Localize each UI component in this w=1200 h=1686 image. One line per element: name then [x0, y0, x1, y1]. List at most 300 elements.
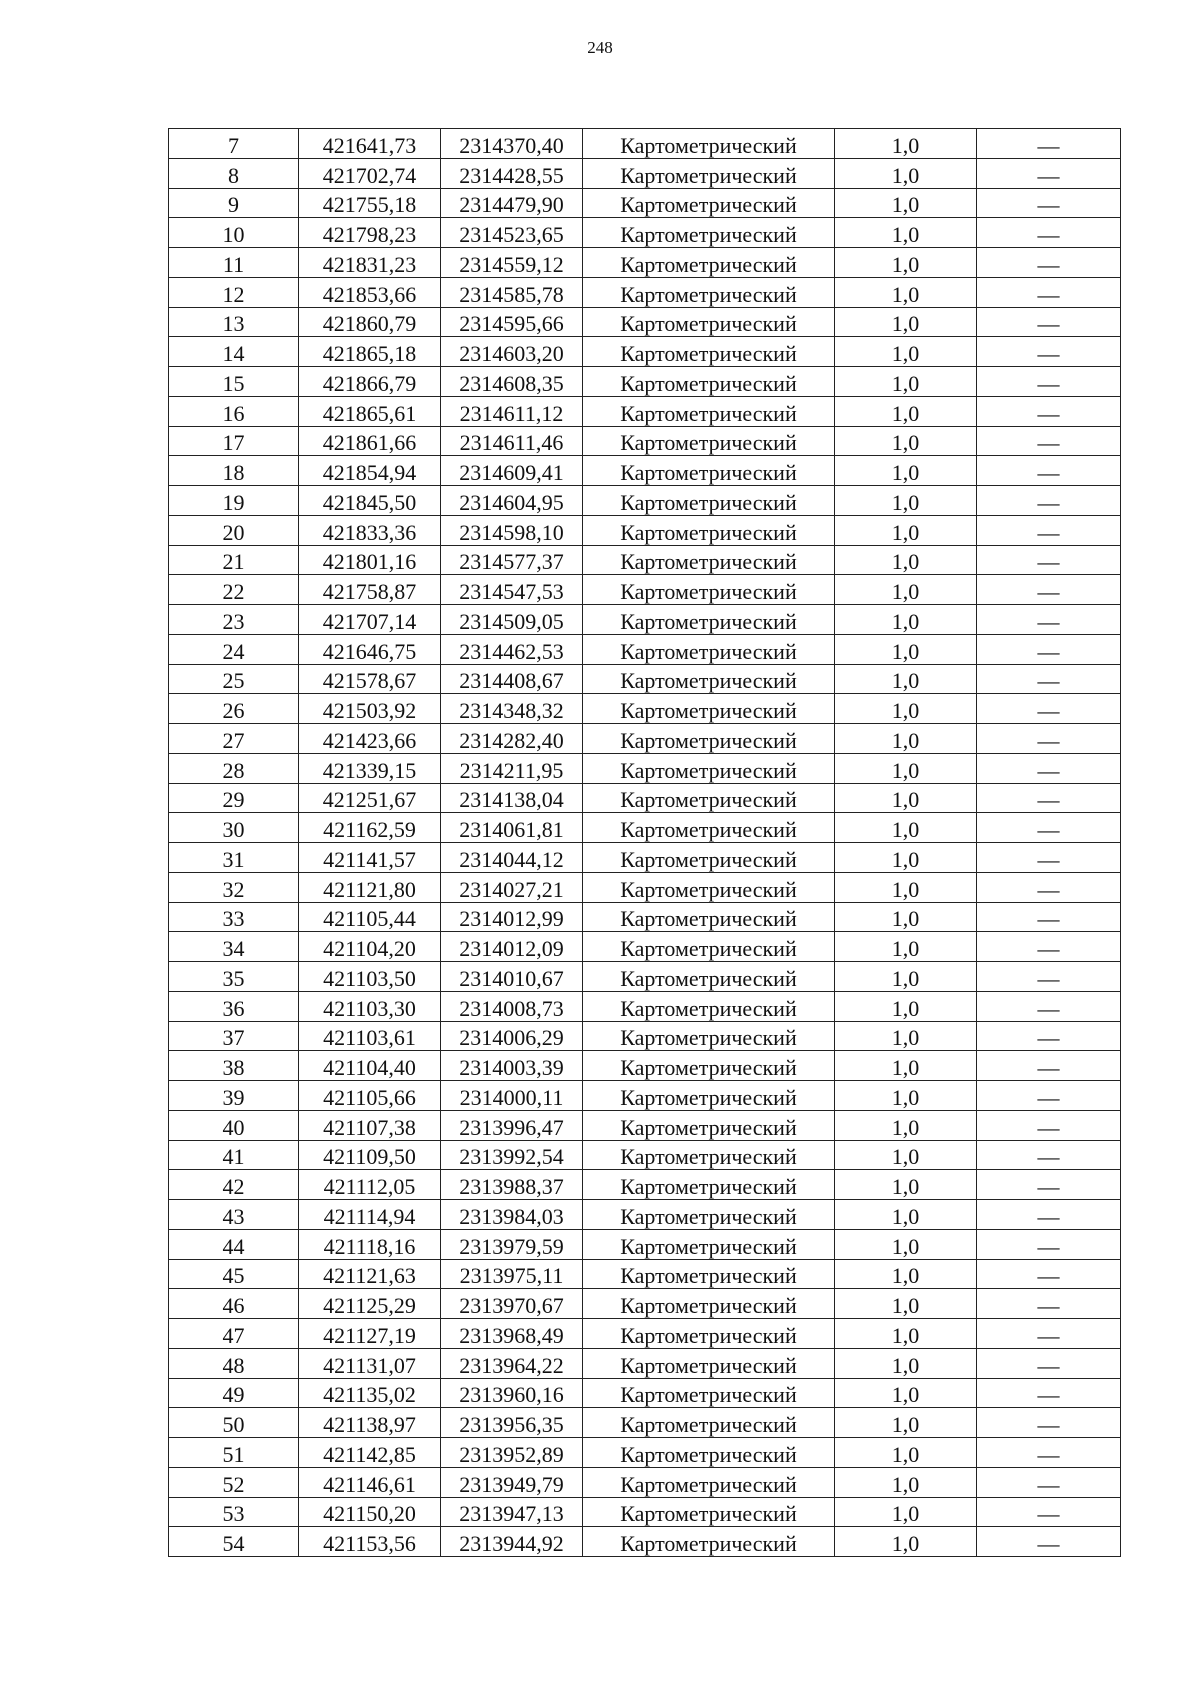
cell-text: Картометрический — [620, 192, 797, 218]
y-coordinate-cell — [441, 426, 583, 456]
cell-text: 2313949,79 — [459, 1471, 564, 1497]
cell-text: 28 — [222, 757, 245, 783]
point-number-cell — [169, 575, 299, 605]
y-coordinate-cell — [441, 337, 583, 367]
accuracy-cell — [835, 1467, 977, 1497]
point-number-cell — [169, 129, 299, 159]
cell-text: 1,0 — [891, 1382, 920, 1408]
y-coordinate-cell — [441, 991, 583, 1021]
y-coordinate-cell — [441, 783, 583, 813]
x-coordinate-cell — [299, 367, 441, 397]
method-cell — [583, 694, 835, 724]
cell-text: 47 — [222, 1322, 245, 1348]
cell-text: Картометрический — [620, 787, 797, 813]
cell-text: 421109,50 — [323, 1144, 416, 1170]
method-cell — [583, 902, 835, 932]
y-coordinate-cell — [441, 307, 583, 337]
x-coordinate-cell — [299, 634, 441, 664]
accuracy-cell — [835, 664, 977, 694]
table-row — [169, 1051, 1121, 1081]
cell-text: 2314044,12 — [459, 846, 564, 872]
x-coordinate-cell — [299, 515, 441, 545]
cell-text: 37 — [222, 1025, 245, 1051]
description-cell — [977, 426, 1121, 456]
cell-text: 2314611,12 — [459, 400, 564, 426]
accuracy-cell — [835, 1170, 977, 1200]
x-coordinate-cell — [299, 1527, 441, 1557]
x-coordinate-cell — [299, 277, 441, 307]
accuracy-cell — [835, 1140, 977, 1170]
x-coordinate-cell — [299, 753, 441, 783]
cell-text: — — [1037, 1501, 1060, 1527]
cell-text: 1,0 — [891, 132, 920, 158]
point-number-cell — [169, 1229, 299, 1259]
cell-text: — — [1037, 400, 1060, 426]
cell-text: 22 — [222, 579, 245, 604]
x-coordinate-cell — [299, 1229, 441, 1259]
cell-text: 2313956,35 — [459, 1412, 564, 1437]
cell-text: 1,0 — [891, 549, 920, 575]
cell-text: 1,0 — [891, 430, 920, 456]
cell-text: 2314348,32 — [459, 698, 564, 723]
y-coordinate-cell — [441, 1229, 583, 1259]
description-cell — [977, 337, 1121, 367]
y-coordinate-cell — [441, 1378, 583, 1408]
cell-text: 2314547,53 — [459, 579, 564, 604]
y-coordinate-cell — [441, 1348, 583, 1378]
x-coordinate-cell — [299, 218, 441, 248]
cell-text: 421142,85 — [323, 1441, 416, 1467]
description-cell — [977, 1170, 1121, 1200]
table-row — [169, 1229, 1121, 1259]
accuracy-cell — [835, 1527, 977, 1557]
cell-text: 2314138,04 — [459, 787, 564, 813]
cell-text: 1,0 — [891, 1531, 920, 1556]
description-cell — [977, 1110, 1121, 1140]
y-coordinate-cell — [441, 1140, 583, 1170]
cell-text: 421861,66 — [322, 430, 417, 456]
x-coordinate-cell — [299, 962, 441, 992]
coordinates-table — [168, 128, 1121, 1557]
cell-text: — — [1037, 1144, 1060, 1170]
y-coordinate-cell — [441, 843, 583, 873]
accuracy-cell — [835, 1051, 977, 1081]
point-number-cell — [169, 277, 299, 307]
table-row — [169, 843, 1121, 873]
point-number-cell — [169, 991, 299, 1021]
x-coordinate-cell — [299, 1140, 441, 1170]
cell-text: 1,0 — [891, 489, 920, 515]
cell-text: — — [1037, 1233, 1060, 1259]
cell-text: — — [1037, 489, 1060, 515]
point-number-cell — [169, 426, 299, 456]
cell-text: 49 — [222, 1382, 245, 1408]
cell-text: 421114,94 — [323, 1203, 416, 1229]
table-row — [169, 694, 1121, 724]
cell-text: 1,0 — [891, 1233, 920, 1259]
cell-text: 421105,66 — [323, 1084, 416, 1110]
cell-text: — — [1037, 608, 1060, 634]
cell-text: 421251,67 — [322, 787, 417, 813]
cell-text: 1,0 — [891, 579, 920, 604]
method-cell — [583, 337, 835, 367]
description-cell — [977, 813, 1121, 843]
method-cell — [583, 962, 835, 992]
accuracy-cell — [835, 962, 977, 992]
table-row — [169, 367, 1121, 397]
cell-text: 2314006,29 — [459, 1025, 564, 1051]
cell-text: 2314559,12 — [459, 251, 564, 277]
cell-text: 2313992,54 — [459, 1144, 564, 1170]
y-coordinate-cell — [441, 158, 583, 188]
cell-text: 18 — [222, 460, 245, 485]
description-cell — [977, 515, 1121, 545]
x-coordinate-cell — [299, 902, 441, 932]
y-coordinate-cell — [441, 634, 583, 664]
description-cell — [977, 1051, 1121, 1081]
cell-text: Картометрический — [620, 341, 797, 366]
point-number-cell — [169, 605, 299, 635]
table-body — [169, 129, 1121, 1557]
table-row — [169, 932, 1121, 962]
accuracy-cell — [835, 337, 977, 367]
point-number-cell — [169, 1319, 299, 1349]
x-coordinate-cell — [299, 337, 441, 367]
accuracy-cell — [835, 1229, 977, 1259]
point-number-cell — [169, 248, 299, 278]
cell-text: — — [1037, 1203, 1060, 1229]
cell-text: 2314577,37 — [459, 549, 564, 575]
y-coordinate-cell — [441, 813, 583, 843]
method-cell — [583, 1319, 835, 1349]
cell-text: Картометрический — [620, 906, 797, 932]
cell-text: — — [1037, 1382, 1060, 1408]
cell-text: 7 — [228, 132, 239, 158]
cell-text: 1,0 — [891, 727, 920, 753]
cell-text: Картометрический — [620, 579, 797, 604]
table-row — [169, 872, 1121, 902]
accuracy-cell — [835, 396, 977, 426]
description-cell — [977, 277, 1121, 307]
cell-text: Картометрический — [620, 519, 797, 545]
x-coordinate-cell — [299, 575, 441, 605]
cell-text: Картометрический — [620, 400, 797, 426]
table-row — [169, 248, 1121, 278]
cell-text: 421104,40 — [323, 1055, 416, 1080]
point-number-cell — [169, 515, 299, 545]
cell-text: 46 — [222, 1293, 245, 1318]
y-coordinate-cell — [441, 1527, 583, 1557]
cell-text: 421121,63 — [323, 1263, 416, 1289]
description-cell — [977, 1081, 1121, 1111]
table-row — [169, 575, 1121, 605]
x-coordinate-cell — [299, 991, 441, 1021]
point-number-cell — [169, 724, 299, 754]
cell-text: Картометрический — [620, 1025, 797, 1051]
table-row — [169, 1110, 1121, 1140]
cell-text: 32 — [222, 876, 245, 902]
point-number-cell — [169, 694, 299, 724]
cell-text: Картометрический — [620, 1203, 797, 1229]
x-coordinate-cell — [299, 396, 441, 426]
cell-text: 23 — [222, 608, 245, 634]
method-cell — [583, 396, 835, 426]
accuracy-cell — [835, 1348, 977, 1378]
cell-text: 25 — [222, 668, 245, 694]
cell-text: 38 — [222, 1055, 245, 1080]
cell-text: 1,0 — [891, 668, 920, 694]
table-row — [169, 129, 1121, 159]
accuracy-cell — [835, 158, 977, 188]
method-cell — [583, 1229, 835, 1259]
table-row — [169, 605, 1121, 635]
cell-text: Картометрический — [620, 1412, 797, 1437]
x-coordinate-cell — [299, 486, 441, 516]
cell-text: — — [1037, 222, 1060, 247]
cell-text: Картометрический — [620, 1531, 797, 1556]
cell-text: 1,0 — [891, 222, 920, 247]
cell-text: Картометрический — [620, 1293, 797, 1318]
cell-text: 421138,97 — [323, 1412, 416, 1437]
cell-text: 52 — [222, 1471, 245, 1497]
cell-text: 2314479,90 — [459, 192, 564, 218]
cell-text: 12 — [222, 281, 245, 307]
cell-text: 2314585,78 — [459, 281, 564, 307]
y-coordinate-cell — [441, 664, 583, 694]
method-cell — [583, 367, 835, 397]
cell-text: — — [1037, 162, 1060, 188]
cell-text: 1,0 — [891, 311, 920, 337]
accuracy-cell — [835, 872, 977, 902]
cell-text: Картометрический — [620, 876, 797, 902]
method-cell — [583, 664, 835, 694]
cell-text: 1,0 — [891, 192, 920, 218]
table-row — [169, 1467, 1121, 1497]
y-coordinate-cell — [441, 1200, 583, 1230]
point-number-cell — [169, 218, 299, 248]
x-coordinate-cell — [299, 605, 441, 635]
cell-text: Картометрический — [620, 1114, 797, 1140]
cell-text: 2313968,49 — [459, 1322, 564, 1348]
page-number: 248 — [587, 38, 613, 57]
table-row — [169, 664, 1121, 694]
point-number-cell — [169, 367, 299, 397]
method-cell — [583, 843, 835, 873]
table-row — [169, 1259, 1121, 1289]
table-row — [169, 813, 1121, 843]
description-cell — [977, 188, 1121, 218]
table-row — [169, 1408, 1121, 1438]
method-cell — [583, 1200, 835, 1230]
cell-text: 2314370,40 — [459, 132, 564, 158]
x-coordinate-cell — [299, 1319, 441, 1349]
cell-text: 1,0 — [891, 787, 920, 813]
table-row — [169, 1527, 1121, 1557]
method-cell — [583, 486, 835, 516]
x-coordinate-cell — [299, 1110, 441, 1140]
cell-text: Картометрический — [620, 1352, 797, 1378]
cell-text: — — [1037, 460, 1060, 485]
accuracy-cell — [835, 1408, 977, 1438]
cell-text: 34 — [222, 936, 245, 961]
method-cell — [583, 307, 835, 337]
cell-text: Картометрический — [620, 1233, 797, 1259]
cell-text: — — [1037, 1352, 1060, 1378]
cell-text: Картометрический — [620, 638, 797, 664]
method-cell — [583, 248, 835, 278]
method-cell — [583, 456, 835, 486]
table-row — [169, 724, 1121, 754]
description-cell — [977, 1319, 1121, 1349]
method-cell — [583, 277, 835, 307]
cell-text: 2313984,03 — [459, 1203, 564, 1229]
description-cell — [977, 248, 1121, 278]
point-number-cell — [169, 1110, 299, 1140]
x-coordinate-cell — [299, 1051, 441, 1081]
cell-text: 11 — [222, 251, 245, 277]
cell-text: 1,0 — [891, 965, 920, 991]
cell-text: 1,0 — [891, 1114, 920, 1140]
accuracy-cell — [835, 1378, 977, 1408]
accuracy-cell — [835, 634, 977, 664]
description-cell — [977, 1467, 1121, 1497]
cell-text: Картометрический — [620, 162, 797, 188]
point-number-cell — [169, 396, 299, 426]
cell-text: 21 — [222, 549, 245, 575]
cell-text: Картометрический — [620, 251, 797, 277]
cell-text: 1,0 — [891, 1352, 920, 1378]
method-cell — [583, 515, 835, 545]
cell-text: 16 — [222, 400, 245, 426]
y-coordinate-cell — [441, 1408, 583, 1438]
method-cell — [583, 1259, 835, 1289]
cell-text: 2313996,47 — [459, 1114, 564, 1140]
method-cell — [583, 426, 835, 456]
cell-text: 39 — [222, 1084, 245, 1110]
y-coordinate-cell — [441, 872, 583, 902]
method-cell — [583, 605, 835, 635]
cell-text: 2313952,89 — [459, 1441, 564, 1467]
cell-text: — — [1037, 1531, 1060, 1556]
cell-text: Картометрический — [620, 132, 797, 158]
table-row — [169, 158, 1121, 188]
cell-text: — — [1037, 281, 1060, 307]
description-cell — [977, 1140, 1121, 1170]
cell-text: Картометрический — [620, 757, 797, 783]
accuracy-cell — [835, 545, 977, 575]
method-cell — [583, 991, 835, 1021]
method-cell — [583, 724, 835, 754]
description-cell — [977, 664, 1121, 694]
accuracy-cell — [835, 486, 977, 516]
cell-text: 421105,44 — [323, 906, 416, 932]
cell-text: Картометрический — [620, 608, 797, 634]
accuracy-cell — [835, 248, 977, 278]
cell-text: 421121,80 — [323, 876, 416, 902]
cell-text: 1,0 — [891, 1322, 920, 1348]
cell-text: 421103,61 — [323, 1025, 416, 1051]
cell-text: 2314598,10 — [459, 519, 564, 545]
cell-text: 36 — [222, 995, 245, 1021]
cell-text: 1,0 — [891, 519, 920, 545]
cell-text: 421646,75 — [322, 638, 417, 664]
point-number-cell — [169, 337, 299, 367]
cell-text: 421503,92 — [322, 698, 417, 723]
cell-text: — — [1037, 965, 1060, 991]
description-cell — [977, 724, 1121, 754]
method-cell — [583, 1021, 835, 1051]
cell-text: Картометрический — [620, 549, 797, 575]
point-number-cell — [169, 1170, 299, 1200]
description-cell — [977, 545, 1121, 575]
y-coordinate-cell — [441, 545, 583, 575]
point-number-cell — [169, 872, 299, 902]
cell-text: 2314010,67 — [459, 965, 564, 991]
table-row — [169, 188, 1121, 218]
point-number-cell — [169, 188, 299, 218]
cell-text: 1,0 — [891, 1501, 920, 1527]
y-coordinate-cell — [441, 1051, 583, 1081]
cell-text: Картометрический — [620, 222, 797, 247]
cell-text: 421127,19 — [323, 1322, 416, 1348]
y-coordinate-cell — [441, 129, 583, 159]
method-cell — [583, 1170, 835, 1200]
cell-text: 1,0 — [891, 1203, 920, 1229]
x-coordinate-cell — [299, 1200, 441, 1230]
table-row — [169, 1170, 1121, 1200]
y-coordinate-cell — [441, 1497, 583, 1527]
point-number-cell — [169, 486, 299, 516]
cell-text: 421641,73 — [322, 132, 417, 158]
cell-text: — — [1037, 1055, 1060, 1080]
point-number-cell — [169, 1438, 299, 1468]
cell-text: 2314061,81 — [459, 817, 564, 842]
cell-text: — — [1037, 430, 1060, 456]
y-coordinate-cell — [441, 1467, 583, 1497]
description-cell — [977, 129, 1121, 159]
x-coordinate-cell — [299, 1289, 441, 1319]
cell-text: 1,0 — [891, 1263, 920, 1289]
description-cell — [977, 218, 1121, 248]
description-cell — [977, 486, 1121, 516]
cell-text: 26 — [222, 698, 245, 723]
table-row — [169, 962, 1121, 992]
y-coordinate-cell — [441, 367, 583, 397]
description-cell — [977, 575, 1121, 605]
y-coordinate-cell — [441, 1289, 583, 1319]
method-cell — [583, 872, 835, 902]
cell-text: 421758,87 — [322, 579, 417, 604]
point-number-cell — [169, 1259, 299, 1289]
description-cell — [977, 1408, 1121, 1438]
method-cell — [583, 188, 835, 218]
cell-text: 17 — [222, 430, 245, 456]
point-number-cell — [169, 1527, 299, 1557]
cell-text: 2314428,55 — [459, 162, 564, 188]
y-coordinate-cell — [441, 605, 583, 635]
x-coordinate-cell — [299, 1170, 441, 1200]
cell-text: 421103,30 — [323, 995, 416, 1021]
cell-text: 421135,02 — [323, 1382, 416, 1408]
table-row — [169, 515, 1121, 545]
cell-text: 1,0 — [891, 281, 920, 307]
description-cell — [977, 307, 1121, 337]
method-cell — [583, 1348, 835, 1378]
y-coordinate-cell — [441, 694, 583, 724]
cell-text: 1,0 — [891, 341, 920, 366]
description-cell — [977, 1438, 1121, 1468]
accuracy-cell — [835, 605, 977, 635]
